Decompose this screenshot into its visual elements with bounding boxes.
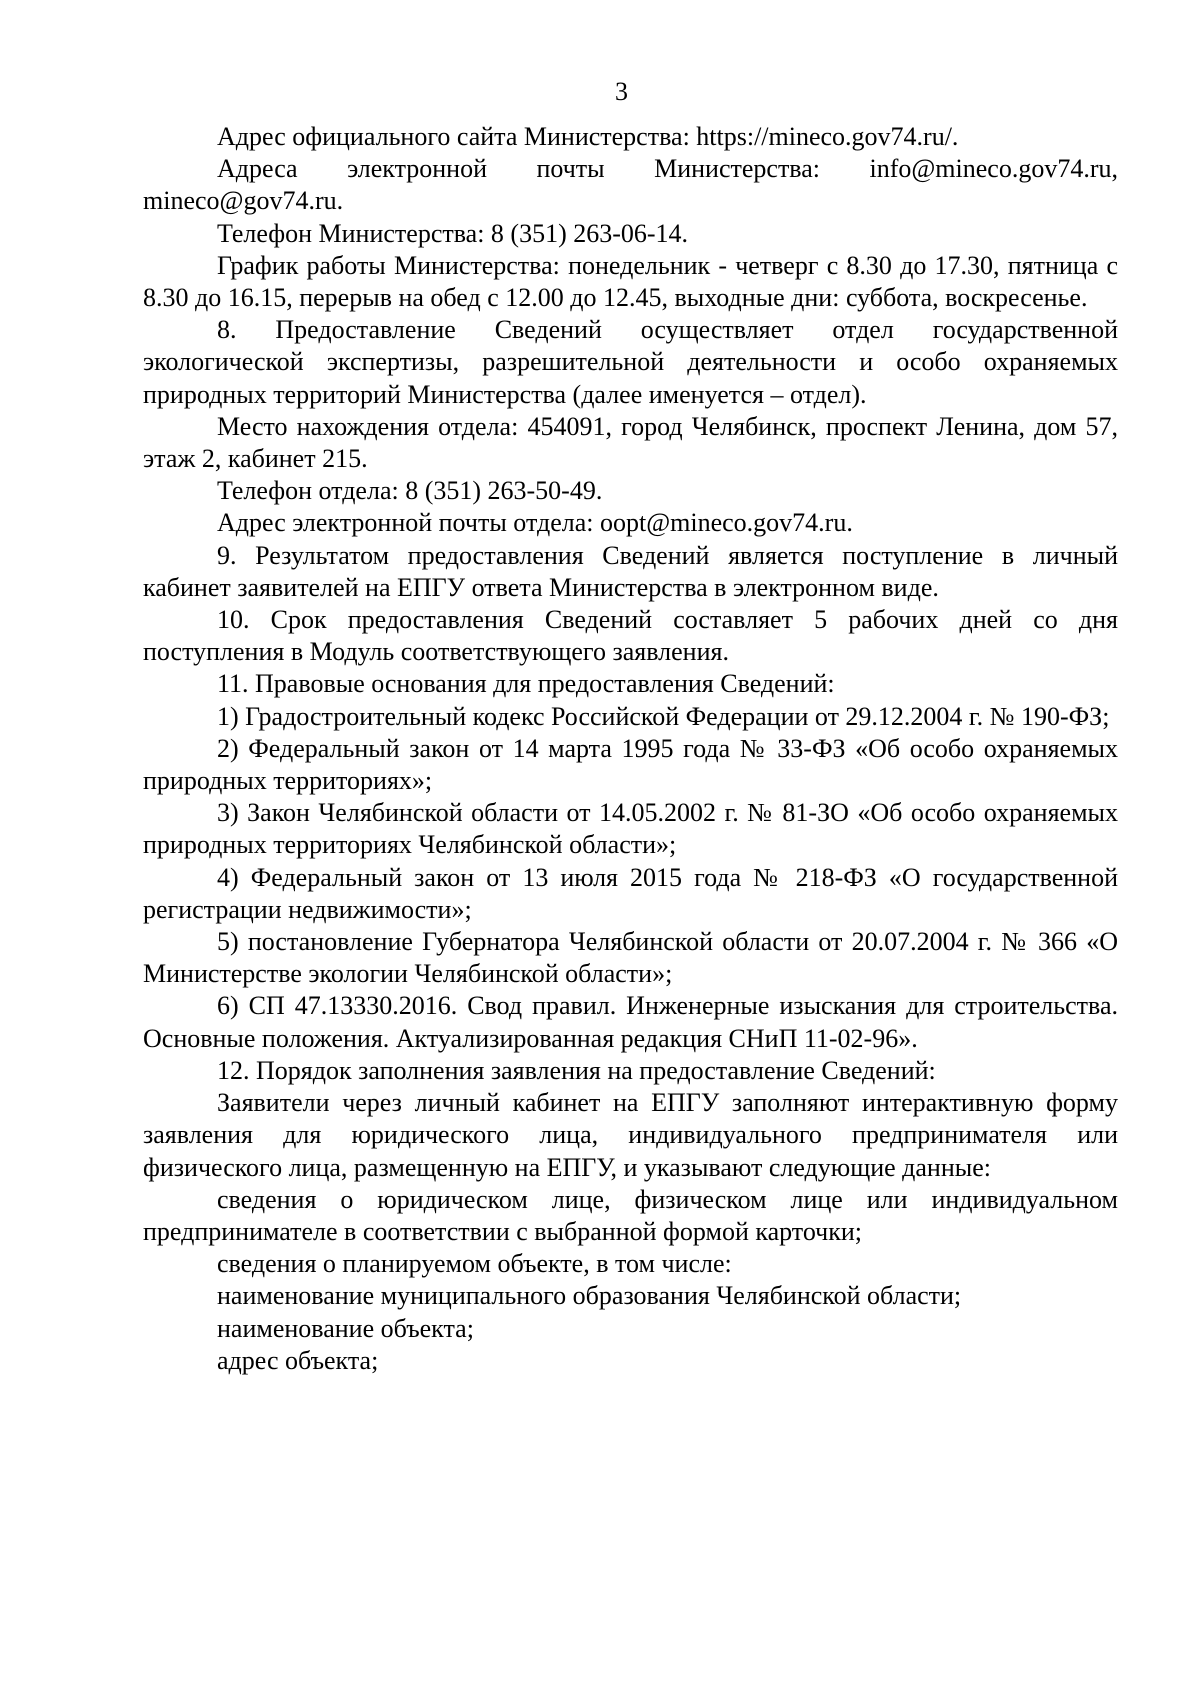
legal-basis-6: 6) СП 47.13330.2016. Свод правил. Инженерные изыскания для строительства. Основные положения. Актуализированная редакция СНиП 11-02-96». [143,991,1118,1053]
legal-basis-4: 4) Федеральный закон от 13 июля 2015 года № 218-ФЗ «О государственной регистрации недвижимости»; [143,862,1118,924]
paragraph-ministry-phone: Телефон Министерства: 8 (351) 263-06-14. [217,218,689,248]
page-number: 3 [615,77,628,106]
paragraph-ministry-schedule: График работы Министерства: понедельник - четверг с 8.30 до 17.30, пятница с 8.30 до 16.15, перерыв на обед с 12.00 до 12.45, выходные дни: суббота, воскресенье. [143,250,1118,313]
paragraph-item-11: 11. Правовые основания для предоставления Сведений: [217,669,835,699]
paragraph-municipality-name: наименование муниципального образования Челябинской области; [217,1281,962,1311]
paragraph-ministry-email: Адреса электронной почты Министерства: info@mineco.gov74.ru, mineco@gov74.ru. [143,154,1118,216]
paragraph-department-location: Место нахождения отдела: 454091, город Челябинск, проспект Ленина, дом 57, этаж 2, кабинет 215. [143,411,1118,474]
paragraph-application-form: Заявители через личный кабинет на ЕПГУ заполняют интерактивную форму заявления для юридического лица, индивидуального предпринимателя или физического лица, размещенную на ЕПГУ, и указывают следующие данные: [143,1088,1118,1182]
paragraph-item-12: 12. Порядок заполнения заявления на предоставление Сведений: [217,1055,936,1085]
paragraph-department-email: Адрес электронной почты отдела: oopt@mineco.gov74.ru. [217,508,853,538]
paragraph-object-info: сведения о планируемом объекте, в том числе: [217,1249,732,1279]
legal-basis-5: 5) постановление Губернатора Челябинской области от 20.07.2004 г. № 366 «О Министерстве экологии Челябинской области»; [143,927,1118,989]
paragraph-ministry-website: Адрес официального сайта Министерства: https://mineco.gov74.ru/. [217,122,959,151]
paragraph-applicant-info: сведения о юридическом лице, физическом лице или индивидуальном предпринимателе в соответствии с выбранной формой карточки; [143,1184,1118,1246]
paragraph-object-name: наименование объекта; [217,1313,474,1343]
paragraph-item-9: 9. Результатом предоставления Сведений является поступление в личный кабинет заявителей на ЕПГУ ответа Министерства в электронном виде. [143,540,1118,602]
legal-basis-1: 1) Градостроительный кодекс Российской Федерации от 29.12.2004 г. № 190-ФЗ; [217,701,1110,731]
paragraph-item-8: 8. Предоставление Сведений осуществляет отдел государственной экологической экспертизы, разрешительной деятельности и особо охраняемых природных территорий Министерства (далее именуется – отдел). [143,315,1118,409]
paragraph-item-10: 10. Срок предоставления Сведений составляет 5 рабочих дней со дня поступления в Модуль соответствующего заявления. [143,605,1118,667]
paragraph-department-phone: Телефон отдела: 8 (351) 263-50-49. [217,476,603,506]
legal-basis-3: 3) Закон Челябинской области от 14.05.2002 г. № 81-ЗО «Об особо охраняемых природных территориях Челябинской области»; [143,798,1118,860]
paragraph-object-address: адрес объекта; [217,1345,379,1375]
legal-basis-2: 2) Федеральный закон от 14 марта 1995 года № 33-ФЗ «Об особо охраняемых природных территориях»; [143,733,1118,796]
